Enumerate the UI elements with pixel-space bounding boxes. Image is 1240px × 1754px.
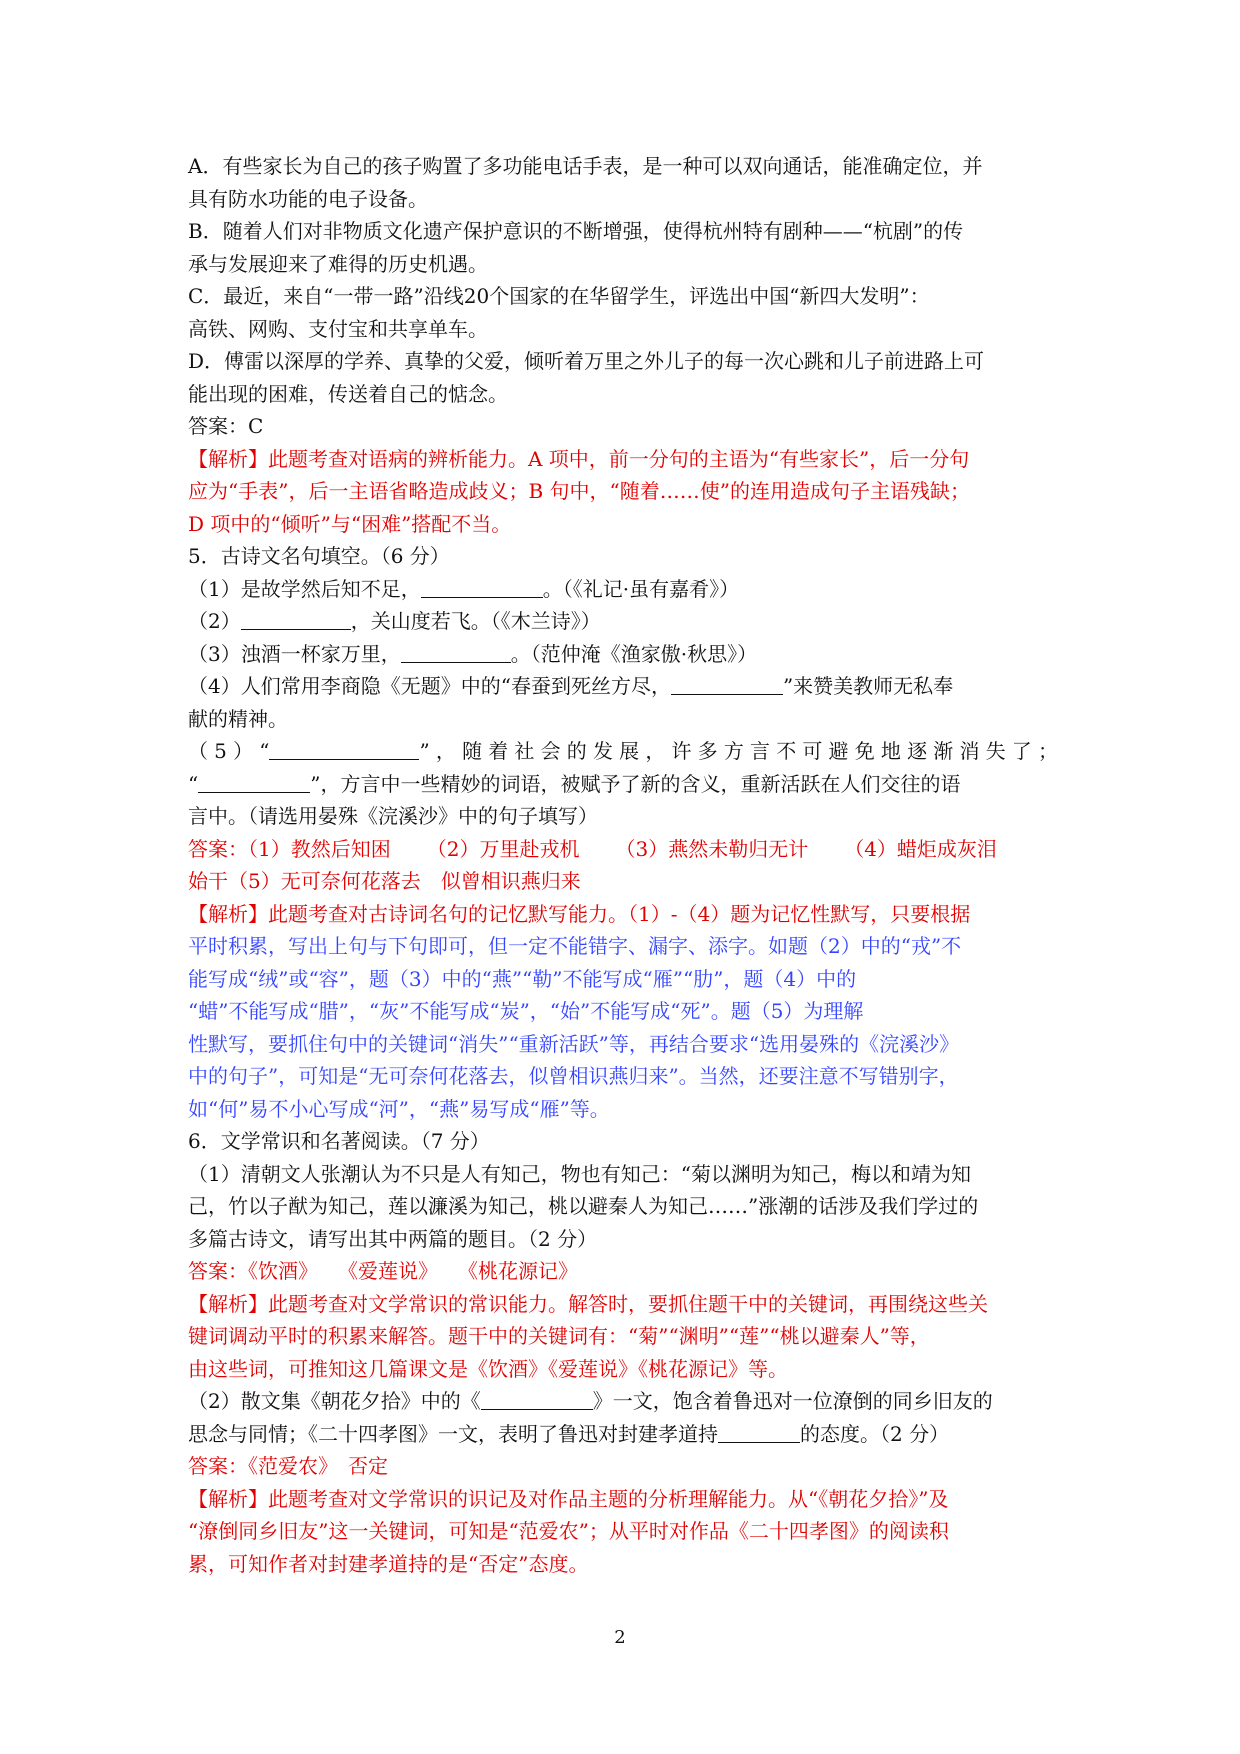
q4-analysis <box>188 443 1058 541</box>
q5-item-3-text: （3）浊酒一杯家万里， <box>188 641 401 666</box>
q4-options <box>188 150 1058 410</box>
q5-answer-2: （2）万里赴戎机 <box>426 836 580 861</box>
q5-item-5-line3: 言中。（请选用晏殊《浣溪沙》中的句子填写） <box>188 804 598 828</box>
q5-item-2 <box>188 605 1058 638</box>
q5-answer-4: （4）蜡炬成灰泪 <box>844 836 997 861</box>
q5-item-3 <box>188 638 1058 671</box>
fill-blank-6b[interactable] <box>718 1420 800 1443</box>
fill-blank-2[interactable] <box>241 607 351 630</box>
q4-analysis-line1: 【解析】此题考查对语病的辨析能力。A 项中，前一分句的主语为“有些家长”，后一分句 <box>188 446 970 471</box>
q6-part1-line1: （1）清朝文人张潮认为不只是人有知己，物也有知己：“菊以渊明为知己，梅以和靖为知 <box>188 1161 971 1186</box>
q5-analysis <box>188 898 1058 1126</box>
q6-part1-analysis-line1: 【解析】此题考查对文学常识的常识能力。解答时，要抓住题干中的关键词，再围绕这些关 <box>188 1291 988 1316</box>
fill-blank-5b[interactable] <box>198 770 310 793</box>
q5-item-4-text: （4）人们常用李商隐《无题》中的“春蚕到死丝方尽， <box>188 674 671 698</box>
q5-item-5-text2: ”，方言中一些精妙的词语，被赋予了新的含义，重新活跃在人们交往的语 <box>310 771 961 796</box>
document-body <box>188 150 1058 1580</box>
q5-item-2-num: （2） <box>188 609 241 633</box>
q6-part2-analysis-line3: 累，可知作者对封建孝道持的是“否定”态度。 <box>188 1551 589 1576</box>
q6-part2-analysis-line2: “潦倒同乡旧友”这一关键词，可知是“范爱农”；从平时对作品《二十四孝图》的阅读积 <box>188 1519 949 1543</box>
q5-analysis-line2: 平时积累，写出上句与下句即可，但一定不能错字、漏字、添字。如题（2）中的“戎”不 <box>188 934 962 958</box>
fill-blank-1[interactable] <box>421 575 543 598</box>
q5-answer-cont: 始干（5）无可奈何花落去 似曾相识燕归来 <box>188 869 581 893</box>
q4-analysis-line3: D 项中的“倾听”与“困难”搭配不当。 <box>188 511 512 536</box>
q5-item-5-line2 <box>188 768 1058 801</box>
q5-item-5-quote: “ <box>188 771 199 796</box>
q5-answer-1: （1）教然后知困 <box>248 836 391 861</box>
q6-part2-line1 <box>188 1385 1058 1418</box>
fill-blank-5a[interactable] <box>269 737 419 760</box>
option-b-line1: B．随着人们对非物质文化遗产保护意识的不断增强，使得杭州特有剧种——“杭剧”的传 <box>188 219 964 243</box>
q5-analysis-line1 <box>188 898 1058 931</box>
fill-blank-6a[interactable] <box>481 1387 593 1410</box>
q5-answer-3: （3）燕然未勒归无计 <box>615 836 809 861</box>
q5-analysis-line5: 性默写，要抓住句中的关键词“消失”“重新活跃”等，再结合要求“选用晏殊的《浣溪沙》 <box>188 1031 960 1056</box>
q5-item-4 <box>188 670 1058 703</box>
option-a-line1: A．有些家长为自己的孩子购置了多功能电话手表，是一种可以双向通话，能准确定位，并 <box>188 154 983 178</box>
option-c-line1: C．最近，来自“一带一路”沿线20个国家的在华留学生，评选出中国“新四大发明”： <box>188 284 930 308</box>
fill-blank-4[interactable] <box>671 672 783 695</box>
q4-answer: 答案：C <box>188 414 264 438</box>
q5-item-1-text: （1）是故学然后知不足， <box>188 576 421 601</box>
option-b-line2: 承与发展迎来了难得的历史机遇。 <box>188 251 488 276</box>
q6-part2-analysis-line1: 【解析】此题考查对文学常识的识记及对作品主题的分析理解能力。从“《朝花夕拾》”及 <box>188 1486 949 1511</box>
q5-item-2-text: ，关山度若飞。（《木兰诗》） <box>350 609 601 633</box>
q5-item-4-cont: 献的精神。 <box>188 706 288 731</box>
q5-analysis-line6: 中的句子”，可知是“无可奈何花落去，似曾相识燕归来”。当然，还要注意不写错别字， <box>188 1064 959 1088</box>
q5-item-1 <box>188 573 1058 606</box>
page-number: 2 <box>614 1627 626 1648</box>
q6-part1-analysis <box>188 1288 1058 1386</box>
option-d-line2: 能出现的困难，传送着自己的惦念。 <box>188 381 508 406</box>
q5-item-4-tail: ”来赞美教师无私奉 <box>782 674 954 698</box>
q5-item-3-source: 。（范仲淹《渔家傲·秋思》） <box>510 641 758 666</box>
q6-part2-text3: 思念与同情；《二十四孝图》一文，表明了鲁迅对封建孝道持 <box>188 1421 718 1446</box>
q6-part2-text2: 》一文，饱含着鲁迅对一位潦倒的同乡旧友的 <box>592 1389 993 1413</box>
q5-title: 5．古诗文名句填空。（6 分） <box>188 544 450 568</box>
q5-item-5 <box>188 735 1058 768</box>
q6-part2-text: （2）散文集《朝花夕拾》中的《 <box>188 1389 481 1413</box>
q6-part1-analysis-line2: 键词调动平时的积累来解答。题干中的关键词有：“菊”“渊明”“莲”“桃以避秦人”等， <box>188 1324 930 1348</box>
q5-item-5-text: ”，随着社会的发展，许多方言不可避免地逐渐消失了； <box>419 739 1058 763</box>
q6-part2-answer: 答案：《范爱农》 否定 <box>188 1454 388 1478</box>
q5-item-5-num: （5）“ <box>188 739 270 763</box>
q6-part2-analysis <box>188 1483 1058 1581</box>
q4-analysis-line2: 应为“手表”，后一主语省略造成歧义；B 句中，“随着……使”的连用造成句子主语残缺； <box>188 479 970 503</box>
option-a-line2: 具有防水功能的电子设备。 <box>188 186 428 211</box>
option-d-line1: D．傅雷以深厚的学养、真挚的父爱，倾听着万里之外儿子的每一次心跳和儿子前进路上可 <box>188 349 985 373</box>
q5-analysis-line3: 能写成“绒”或“容”，题（3）中的“燕”“勒”不能写成“雁”“肋”，题（4）中的 <box>188 966 857 991</box>
q6-title: 6．文学常识和名著阅读。（7 分） <box>188 1129 490 1153</box>
q5-analysis-line1-text: 【解析】此题考查对古诗词名句的记忆默写能力。（1）-（4）题为记忆性默写，只要根据 <box>188 901 971 926</box>
q6-part1-line3: 多篇古诗文，请写出其中两篇的题目。（2 分） <box>188 1226 598 1251</box>
q6-part1-analysis-line3: 由这些词，可推知这几篇课文是《饮酒》《爱莲说》《桃花源记》等。 <box>188 1356 788 1381</box>
q6-part1-answer: 答案：《饮酒》 《爱莲说》 《桃花源记》 <box>188 1259 578 1283</box>
fill-blank-3[interactable] <box>401 640 511 663</box>
q5-answer-label: 答案： <box>188 836 248 861</box>
q5-answer <box>188 833 1058 866</box>
q5-analysis-line4: “蜡”不能写成“腊”，“灰”不能写成“炭”，“始”不能写成“死”。题（5）为理解 <box>188 999 864 1023</box>
q6-part2-line2 <box>188 1418 1058 1451</box>
option-c-line2: 高铁、网购、支付宝和共享单车。 <box>188 316 488 341</box>
q5-item-1-source: 。（《礼记·虽有嘉肴》） <box>542 576 740 601</box>
q6-part2-text4: 的态度。（2 分） <box>800 1421 950 1446</box>
q5-analysis-line7: 如“何”易不小心写成“河”，“燕”易写成“雁”等。 <box>188 1096 610 1121</box>
q6-part1-line2: 己，竹以子猷为知己，莲以濂溪为知己，桃以避秦人为知己……”涨潮的话涉及我们学过的 <box>188 1194 979 1218</box>
